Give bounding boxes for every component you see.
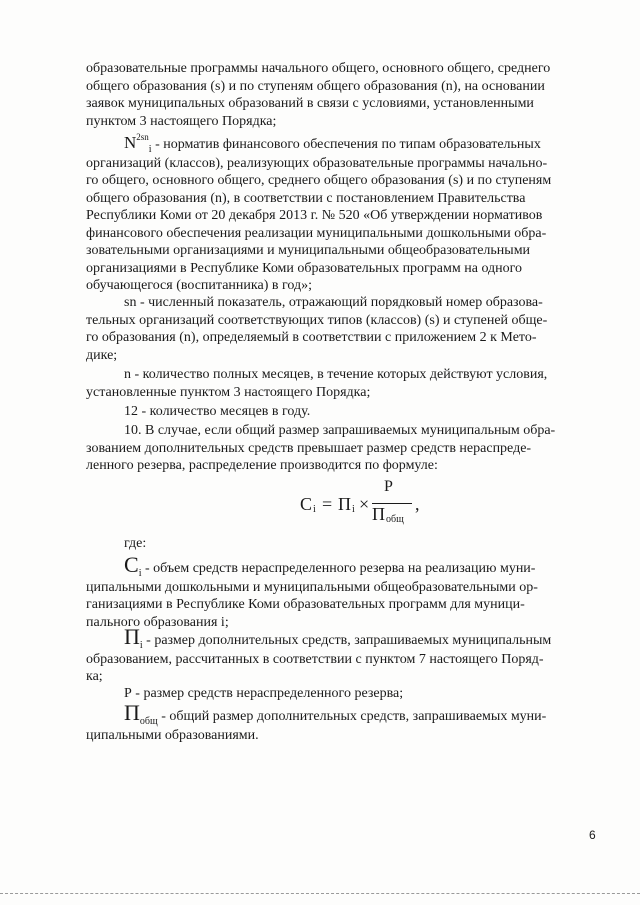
formula-pi-subscript: i — [352, 504, 355, 515]
formula-comma: , — [415, 494, 420, 514]
text-line: заявок муниципальных образований в связи с условиями, установленными — [86, 96, 534, 111]
text-line: организациями в Республике Коми образовательных программ на одного — [86, 260, 523, 276]
text-line: 10. В случае, если общий размер запрашиваемых муниципальным обра- — [124, 423, 556, 438]
n-superscript: 2sn — [136, 132, 149, 142]
text-line: общего образования (s) и по ступеням общего образования (n), на основании — [86, 78, 545, 94]
formula-lhs-subscript: i — [313, 504, 316, 515]
formula-numerator: Р — [384, 478, 393, 495]
paragraph-10 — [86, 422, 598, 475]
text-line: ленного резерва, распределение производится по формуле: — [86, 458, 438, 473]
definition-c — [86, 552, 598, 631]
c-subscript: i — [138, 568, 142, 579]
text-line: обучающегося (воспитанника) в год»; — [86, 278, 312, 293]
text-line: зовательными организациями и муниципальными общеобразовательными — [86, 243, 531, 258]
text-line: образовательные программы начального общего, основного общего, среднего — [86, 61, 551, 76]
text-line: установленные пунктом 3 настоящего Порядка; — [86, 384, 371, 400]
paragraph-continuation — [86, 60, 598, 130]
definition-p — [86, 624, 598, 686]
text-line: го общего, основного общего, среднего общего образования (s) и по ступеням — [86, 173, 552, 188]
text-line: зованием дополнительных средств превышает размер средств нераспреде- — [86, 440, 532, 456]
text-line: n - количество полных месяцев, в течение которых действуют условия, — [124, 367, 548, 382]
p-symbol: П — [124, 624, 140, 649]
paragraph-n2sn — [86, 134, 598, 295]
pobsh-symbol: П — [124, 700, 140, 725]
n-symbol: N — [124, 133, 137, 152]
text-line: го образования (n), определяемый в соответствии с приложением 2 к Мето- — [86, 330, 537, 345]
page-number: 6 — [589, 828, 596, 842]
text-line: Р - размер средств нераспределенного резерва; — [124, 686, 404, 701]
text-line: $П_{общ}$ - общий размер дополнительных средств, запрашиваемых муни- — [124, 700, 547, 727]
text-line: sn - численный показатель, отражающий порядковый номер образова- — [124, 295, 543, 310]
scan-edge-divider — [0, 893, 640, 895]
text-line: 12 - количество месяцев в году. — [124, 404, 311, 419]
formula — [300, 478, 450, 528]
formula-equals: = — [322, 494, 333, 514]
text-line: ципальными дошкольными и муниципальными общеобразовательными ор- — [86, 579, 538, 595]
text-line: Республики Коми от 20 декабря 2013 г. № 520 «Об утверждении нормативов — [86, 208, 543, 223]
definition-r — [86, 685, 598, 703]
p-subscript: i — [139, 640, 143, 651]
text-line: финансового обеспечения реализации муниципальными дошкольными обра- — [86, 225, 547, 241]
formula-denominator-subscript: общ — [386, 514, 404, 525]
text-line: ка; — [86, 669, 103, 684]
text-line: $П_i$ - размер дополнительных средств, запрашиваемых муниципальным — [124, 624, 552, 651]
formula-denominator: П — [372, 504, 385, 524]
paragraph-sn — [86, 294, 598, 364]
text-line: пального образования i; — [86, 614, 229, 630]
text-line: дике; — [86, 347, 118, 363]
n-subscript: i — [148, 144, 152, 155]
formula-times: × — [359, 494, 370, 514]
definition-pobsh — [86, 700, 598, 744]
text-line: тельных организаций соответствующих типов (классов) (s) и ступеней обще- — [86, 312, 548, 328]
paragraph-12 — [86, 403, 598, 421]
text-line: где: — [124, 536, 147, 551]
formula-pi: П — [338, 494, 351, 514]
text-line: образованием, рассчитанных в соответствии с пунктом 7 настоящего Поряд- — [86, 651, 544, 667]
text-line: $С_i$ - объем средств нераспределенного резерва на реализацию муни- — [124, 552, 536, 579]
text-line: общего образования (n), в соответствии с постановлением Правительства — [86, 190, 526, 206]
paragraph-n — [86, 366, 598, 401]
text-line: организаций (классов), реализующих образовательные программы начально- — [86, 155, 548, 171]
paragraph-gde — [86, 535, 598, 553]
c-symbol: С — [124, 552, 139, 577]
pobsh-subscript: общ — [139, 716, 158, 727]
text-line: пунктом 3 настоящего Порядка; — [86, 113, 277, 129]
text-line: $N^{2sn}_i$ - норматив финансового обеспечения по типам образовательных — [124, 132, 541, 155]
text-line: ганизациями в Республике Коми образовательных программ для муници- — [86, 597, 525, 612]
formula-lhs: С — [300, 494, 313, 514]
text-line: ципальными образованиями. — [86, 727, 259, 743]
